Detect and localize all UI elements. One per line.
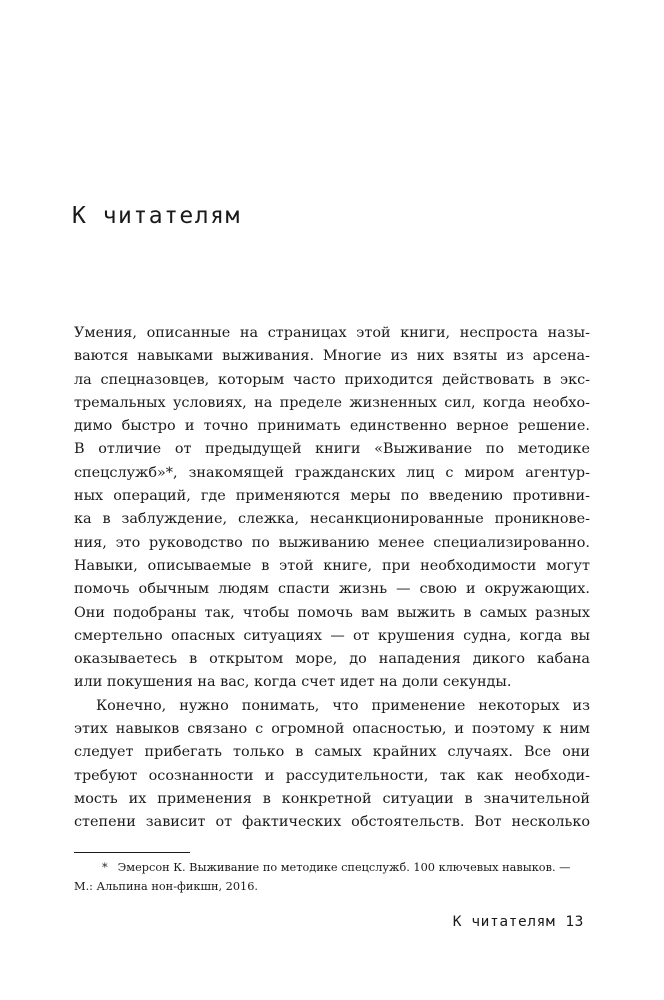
footnote — [74, 858, 590, 896]
text-line: ных операций, где применяются меры по введению противни- — [74, 488, 590, 505]
page-number: 13 — [565, 914, 584, 930]
text-line: ка в заблуждение, слежка, несанкционированные проникнове- — [74, 511, 590, 528]
chapter-title: К читателям — [72, 203, 241, 229]
footnote-line — [74, 858, 590, 877]
text-line: димо быстро и точно принимать единственно верное решение. — [74, 418, 590, 435]
text-line: или покушения на вас, когда счет идет на доли секунды. — [74, 674, 512, 691]
text-line: Они подобраны так, чтобы помочь вам выжить в самых разных — [74, 604, 590, 621]
text-line: следует прибегать только в самых крайних случаях. Все они — [74, 744, 590, 761]
text-line: спецслужб»*, знакомящей гражданских лиц с миром агентур- — [74, 464, 590, 481]
body-text — [74, 322, 590, 835]
text-line: Конечно, нужно понимать, что применение некоторых из — [96, 697, 590, 714]
text-line: тремальных условиях, на пределе жизненных сил, когда необхо- — [74, 394, 590, 411]
running-footer — [453, 914, 584, 930]
running-title: К читателям — [452, 914, 556, 930]
footnote-divider — [74, 852, 190, 853]
footnote-line: М.: Альпина нон-фикшн, 2016. — [74, 880, 259, 893]
text-line: смертельно опасных ситуациях — от крушения судна, когда вы — [74, 627, 590, 644]
footnote-marker: * — [102, 861, 108, 874]
text-line: Навыки, описываемые в этой книге, при необходимости могут — [74, 557, 590, 574]
text-line: оказываетесь в открытом море, до нападения дикого кабана — [74, 651, 590, 668]
text-line: этих навыков связано с огромной опасностью, и поэтому к ним — [74, 721, 590, 738]
text-line: Умения, описанные на страницах этой книги, неспроста назы- — [74, 325, 590, 341]
footnote-text: Эмерсон К. Выживание по методике спецслужб. 100 ключевых навыков. — — [117, 861, 571, 874]
text-line: степени зависит от фактических обстоятельств. Вот несколько — [74, 814, 590, 831]
text-line: ла спецназовцев, которым часто приходится действовать в экс- — [74, 371, 590, 388]
text-line: В отличие от предыдущей книги «Выживание по методике — [74, 441, 590, 458]
text-line: ния, это руководство по выживанию менее специализированно. — [74, 534, 590, 551]
text-line: мость их применения в конкретной ситуации в значительной — [74, 790, 590, 807]
text-line: требуют осознанности и рассудительности, так как необходи- — [74, 767, 590, 784]
text-line: ваются навыками выживания. Многие из них взяты из арсена- — [74, 348, 590, 365]
text-line: помочь обычным людям спасти жизнь — свою и окружающих. — [74, 581, 590, 598]
